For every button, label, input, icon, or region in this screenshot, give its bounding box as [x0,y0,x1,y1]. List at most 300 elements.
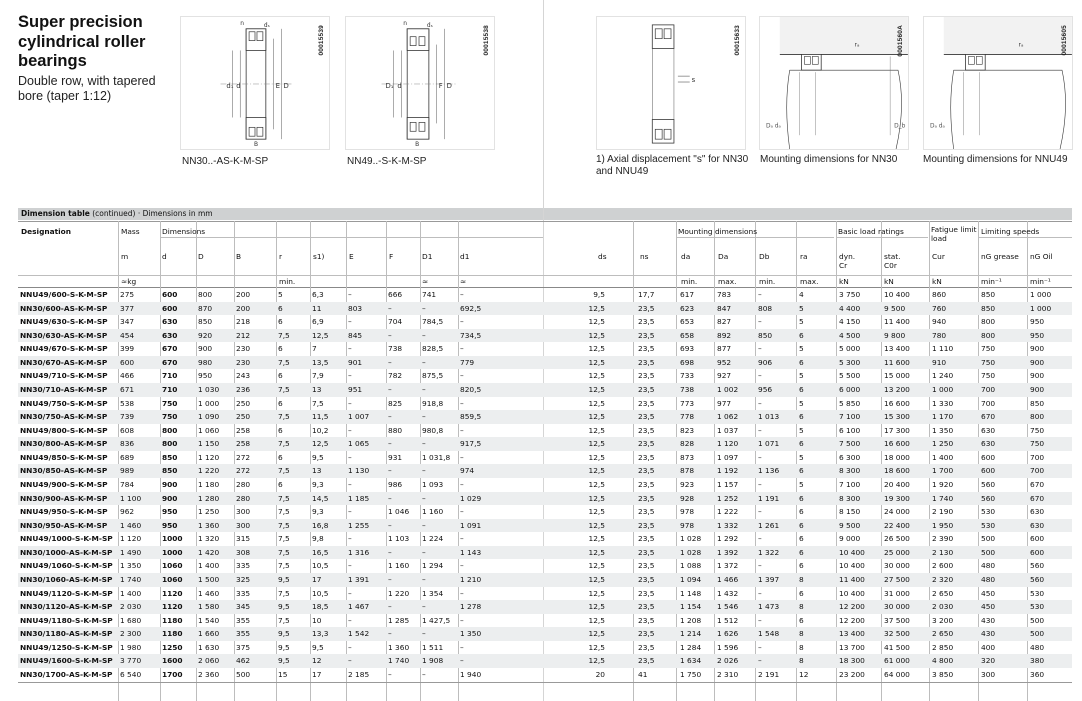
cell-B: 230 [236,357,251,367]
cell-ra: 5 [799,479,804,489]
cell-ds: 9,5 [593,290,605,299]
subheader-b: B [236,252,242,261]
subheader-ns: ns [640,252,649,261]
cell-d1: 1 143 [460,547,482,557]
cell-ra: 5 [799,452,804,462]
cell-Db: – [758,615,762,625]
subheader-db: Db [759,252,770,261]
cell-E: 845 [348,330,363,340]
cell-stat: 13 400 [884,344,910,354]
cell-D1: – [422,629,426,639]
cell-fatigue: 780 [932,330,947,340]
cell-stat: 64 000 [884,669,910,679]
cell-ns: 23,5 [638,656,655,666]
cell-D: 1 460 [198,588,220,598]
cell-s: 9,3 [312,507,324,517]
header-mass: Mass [121,227,140,236]
cell-mass: 989 [120,466,135,476]
cell-da: 658 [680,330,695,340]
cell-fatigue: 2 390 [932,534,954,544]
cell-ds: 12,5 [588,574,605,584]
cell-ds: 12,5 [588,303,605,313]
cell-dyn: 4 400 [839,303,861,313]
cell-r: 9,5 [278,629,290,639]
svg-text:d: d [236,81,241,90]
cell-D: 980 [198,357,213,367]
cell-grease: 600 [981,466,996,476]
cell-D1: – [422,384,426,394]
figure-code: 00015605 [1061,25,1068,56]
cell-B: 258 [236,439,251,449]
cell-dyn: 5 500 [839,371,861,381]
cell-Db: 956 [758,384,773,394]
cell-E: – [348,479,352,489]
unit-fatigue-unit: kN [932,277,942,286]
cell-mass: 739 [120,412,135,422]
cell-D: 1 580 [198,602,220,612]
cell-Da: 1 252 [717,493,739,503]
cell-ra: 8 [799,656,804,666]
cell-Db: 1 322 [758,547,780,557]
cell-ra: 6 [799,561,804,571]
cell-D1: 1 031,8 [422,452,451,462]
svg-text:dₛ: dₛ [426,22,433,29]
cell-B: 500 [236,669,251,679]
cell-d1: 779 [460,357,475,367]
cell-D: 1 630 [198,642,220,652]
cell-s: 7,5 [312,398,324,408]
cell-dyn: 6 000 [839,384,861,394]
cell-oil: 600 [1030,534,1045,544]
cell-d1: – [460,317,464,327]
cell-grease: 450 [981,602,996,612]
cell-r: 5 [278,290,283,299]
figure-code: 0001560A [897,25,904,57]
cell-r: 6 [278,371,283,381]
cell-B: 280 [236,493,251,503]
cell-r: 6 [278,344,283,354]
cell-ds: 12,5 [588,330,605,340]
unit-Da-sub: max. [718,277,737,286]
cell-D: 1 660 [198,629,220,639]
cell-r: 7,5 [278,588,290,598]
cell-designation: NNU49/900-S-K-M-SP [20,479,108,489]
cell-Da: 1 062 [717,412,739,422]
cell-F: 704 [388,317,403,327]
cell-ns: 23,5 [638,330,655,340]
cell-d1: – [460,479,464,489]
cell-D1: 828,5 [422,344,444,354]
cell-dyn: 12 200 [839,602,865,612]
cell-d: 1700 [162,669,183,679]
cell-D: 1 280 [198,493,220,503]
cell-B: 355 [236,629,251,639]
cell-s: 13,5 [312,357,329,367]
cell-Db: – [758,425,762,435]
cell-r: 7,5 [278,384,290,394]
cell-Db: 1 548 [758,629,780,639]
unit-stat-unit: kN [884,277,894,286]
cell-E: – [348,642,352,652]
cell-d: 1000 [162,547,183,557]
cell-stat: 11 400 [884,317,910,327]
cell-B: 300 [236,507,251,517]
cell-grease: 700 [981,398,996,408]
cell-E: 803 [348,303,363,313]
table-bottom-rule [18,682,1072,683]
cell-s: 14,5 [312,493,329,503]
cell-d1: – [460,425,464,435]
cell-E: 951 [348,384,363,394]
cell-grease: 480 [981,561,996,571]
cell-B: 200 [236,303,251,313]
unit-Db-sub: min. [759,277,776,286]
cell-Db: – [758,452,762,462]
cell-d1: 974 [460,466,475,476]
cell-fatigue: 860 [932,290,947,299]
cell-designation: NN30/1000-AS-K-M-SP [20,547,113,557]
cell-D1: 1 427,5 [422,615,451,625]
unit-ra-sub: max. [800,277,819,286]
cell-F: – [388,602,392,612]
page-gutter [543,0,544,701]
cell-F: 880 [388,425,403,435]
cell-s: 9,8 [312,534,324,544]
cell-D: 1 400 [198,561,220,571]
subheader-d1: d1 [460,252,470,261]
cell-dyn: 7 100 [839,412,861,422]
cell-d1: 1 210 [460,574,482,584]
svg-text:D: D [446,81,452,90]
cell-D: 2 360 [198,669,220,679]
cell-d: 630 [162,317,178,327]
cell-Da: 977 [717,398,732,408]
cell-ds: 12,5 [588,629,605,639]
cell-s: 12 [312,656,322,666]
cell-designation: NNU49/710-S-K-M-SP [20,371,108,381]
cell-s: 11,5 [312,412,329,422]
cell-oil: 950 [1030,317,1045,327]
bearing-figure-nn30 [180,16,330,150]
cell-F: – [388,384,392,394]
cell-oil: 600 [1030,547,1045,557]
cell-Da: 1 512 [717,615,739,625]
cell-oil: 480 [1030,642,1045,652]
cell-r: 7,5 [278,357,290,367]
cell-designation: NN30/1700-AS-K-M-SP [20,669,113,679]
cell-E: 1 316 [348,547,370,557]
cell-d1: – [460,290,464,299]
cell-d: 710 [162,371,178,381]
cell-s: 9,5 [312,452,324,462]
cell-d1: 1 091 [460,520,482,530]
cell-ds: 12,5 [588,412,605,422]
cell-d: 1060 [162,561,183,571]
cell-oil: 900 [1030,357,1045,367]
cell-grease: 530 [981,520,996,530]
cell-dyn: 8 150 [839,507,861,517]
cell-designation: NNU49/1600-S-K-M-SP [20,656,113,666]
cell-d1: 1 029 [460,493,482,503]
cell-E: – [348,452,352,462]
cell-ds: 12,5 [588,344,605,354]
cell-Db: 906 [758,357,773,367]
cell-designation: NNU49/1180-S-K-M-SP [20,615,113,625]
cell-D: 1 320 [198,534,220,544]
cell-fatigue: 2 850 [932,642,954,652]
cell-F: 1 740 [388,656,410,666]
cell-da: 1 088 [680,561,702,571]
cell-mass: 1 100 [120,493,142,503]
cell-d: 1060 [162,574,183,584]
cell-grease: 750 [981,344,996,354]
mounting-figure-nn30 [759,16,909,150]
cell-mass: 1 460 [120,520,142,530]
cell-Da: 783 [717,290,732,299]
cell-d: 710 [162,384,178,394]
cell-ds: 12,5 [588,534,605,544]
cell-r: 6 [278,398,283,408]
subheader-ds: ds [598,252,607,261]
cell-mass: 538 [120,398,135,408]
cell-ns: 23,5 [638,507,655,517]
cell-D: 950 [198,371,213,381]
cell-D1: 784,5 [422,317,444,327]
cell-designation: NN30/710-AS-K-M-SP [20,384,108,394]
cell-B: 272 [236,452,251,462]
cell-D1: 1 093 [422,479,444,489]
cell-ns: 41 [638,669,648,679]
cell-Da: 1 372 [717,561,739,571]
cell-r: 7,5 [278,534,290,544]
cell-oil: 750 [1030,425,1045,435]
cell-ra: 6 [799,615,804,625]
cell-F: 1 285 [388,615,410,625]
cell-grease: 750 [981,371,996,381]
mounting-figure-nnu49 [923,16,1073,150]
cell-B: 272 [236,466,251,476]
cell-da: 733 [680,371,695,381]
cell-D: 800 [198,290,213,299]
cell-D1: – [422,357,426,367]
subheader-d1: D1 [422,252,433,261]
cell-oil: 530 [1030,602,1045,612]
cell-D1: – [422,466,426,476]
cell-stat: 19 300 [884,493,910,503]
cell-E: – [348,371,352,381]
cell-r: 6 [278,452,283,462]
cell-dyn: 7 500 [839,439,861,449]
cell-E: – [348,425,352,435]
svg-text:B: B [254,142,259,149]
cell-ns: 23,5 [638,439,655,449]
cell-B: 212 [236,330,251,340]
cell-fatigue: 2 190 [932,507,954,517]
bearing-section-drawing [181,17,329,149]
cell-dyn: 6 300 [839,452,861,462]
cell-ns: 23,5 [638,452,655,462]
cell-B: 258 [236,425,251,435]
cell-ra: 6 [799,330,804,340]
cell-Da: 1 596 [717,642,739,652]
cell-mass: 347 [120,317,135,327]
header-mounting: Mounting dimensions [678,227,758,236]
cell-fatigue: 1 950 [932,520,954,530]
cell-ns: 23,5 [638,588,655,598]
cell-Da: 1 192 [717,466,739,476]
cell-ns: 23,5 [638,547,655,557]
cell-F: 782 [388,371,403,381]
cell-dyn: 4 150 [839,317,861,327]
cell-F: 1 103 [388,534,410,544]
cell-Db: – [758,371,762,381]
cell-da: 1 028 [680,534,702,544]
cell-d1: – [460,642,464,652]
cell-fatigue: 1 330 [932,398,954,408]
dimension-table-bar [18,208,543,220]
unit-row-rule [18,275,1072,276]
cell-Da: 1 002 [717,384,739,394]
cell-d: 670 [162,344,178,354]
cell-grease: 320 [981,656,996,666]
cell-B: 218 [236,317,251,327]
cell-designation: NNU49/630-S-K-M-SP [20,317,108,327]
cell-mass: 275 [120,290,135,299]
cell-D1: 1 294 [422,561,444,571]
cell-E: – [348,507,352,517]
subheader-grease: nG grease [981,252,1019,261]
header-fatigue: Fatigue limit load [931,225,977,243]
cell-dyn: 13 700 [839,642,865,652]
cell-r: 7,5 [278,466,290,476]
cell-fatigue: 2 030 [932,602,954,612]
cell-Db: – [758,642,762,652]
cell-d: 950 [162,520,178,530]
cell-ds: 12,5 [588,317,605,327]
cell-E: 2 185 [348,669,370,679]
cell-D: 1 250 [198,507,220,517]
cell-fatigue: 2 320 [932,574,954,584]
cell-D1: 980,8 [422,425,444,435]
cell-ns: 23,5 [638,317,655,327]
cell-d: 1600 [162,656,183,666]
subheader-f: F [389,252,394,261]
cell-da: 623 [680,303,695,313]
dimensions-group-rule [160,237,543,238]
cell-designation: NN30/670-AS-K-M-SP [20,357,108,367]
cell-mass: 600 [120,357,135,367]
cell-dyn: 5 000 [839,344,861,354]
cell-Db: 850 [758,330,773,340]
cell-s: 13 [312,384,322,394]
cell-mass: 399 [120,344,135,354]
cell-s: 10,5 [312,588,329,598]
cell-D1: 1 354 [422,588,444,598]
cell-oil: 360 [1030,669,1045,679]
cell-Da: 1 332 [717,520,739,530]
cell-B: 236 [236,384,251,394]
subheader-stat: stat. [884,252,901,261]
cell-r: 7,5 [278,412,290,422]
svg-text:s: s [691,76,696,85]
cell-D1: – [422,330,426,340]
cell-fatigue: 1 110 [932,344,954,354]
cell-Db: 1 473 [758,602,780,612]
cell-ra: 6 [799,439,804,449]
cell-d: 600 [162,290,178,299]
cell-ra: 6 [799,357,804,367]
cell-fatigue: 1 170 [932,412,954,422]
cell-mass: 608 [120,425,135,435]
cell-D1: – [422,520,426,530]
cell-ns: 23,5 [638,561,655,571]
figure-caption-mount-nnu49: Mounting dimensions for NNU49 [923,154,1068,165]
cell-stat: 15 300 [884,412,910,422]
cell-F: – [388,547,392,557]
cell-Da: 1 222 [717,507,739,517]
cell-Da: 847 [717,303,732,313]
cell-mass: 1 490 [120,547,142,557]
cell-mass: 466 [120,371,135,381]
cell-fatigue: 910 [932,357,947,367]
cell-d: 1120 [162,602,183,612]
cell-Db: 1 013 [758,412,780,422]
cell-da: 617 [680,290,695,299]
cell-Db: – [758,317,762,327]
cell-s: 9,5 [312,642,324,652]
cell-fatigue: 1 740 [932,493,954,503]
svg-text:d₁: d₁ [226,81,234,90]
cell-mass: 1 400 [120,588,142,598]
cell-ns: 23,5 [638,479,655,489]
cell-mass: 836 [120,439,135,449]
cell-da: 978 [680,507,695,517]
cell-ra: 6 [799,384,804,394]
cell-stat: 18 000 [884,452,910,462]
cell-r: 7,5 [278,330,290,340]
cell-d: 900 [162,479,178,489]
unit-r-min: min. [279,277,296,286]
svg-text:D_b: D_b [894,123,906,130]
cell-s: 12,5 [312,439,329,449]
header-dimensions: Dimensions [162,227,206,236]
cell-D1: 1 908 [422,656,444,666]
cell-F: – [388,493,392,503]
cell-r: 7,5 [278,520,290,530]
cell-da: 653 [680,317,695,327]
cell-D: 1 030 [198,384,220,394]
cell-oil: 380 [1030,656,1045,666]
cell-D: 1 180 [198,479,220,489]
cell-designation: NNU49/1060-S-K-M-SP [20,561,113,571]
figure-caption-nn30: NN30..-AS-K-M-SP [182,156,269,167]
cell-grease: 530 [981,507,996,517]
cell-grease: 300 [981,669,996,679]
cell-fatigue: 2 130 [932,547,954,557]
cell-dyn: 8 300 [839,493,861,503]
cell-dyn: 4 500 [839,330,861,340]
cell-s: 7,9 [312,371,324,381]
cell-ns: 23,5 [638,357,655,367]
svg-text:n: n [240,20,244,27]
cell-ns: 23,5 [638,412,655,422]
cell-d: 1000 [162,534,183,544]
cell-D: 900 [198,344,213,354]
cell-mass: 454 [120,330,135,340]
cell-D: 1 090 [198,412,220,422]
cell-fatigue: 1 700 [932,466,954,476]
bearing-figure-nnu49 [345,16,495,150]
